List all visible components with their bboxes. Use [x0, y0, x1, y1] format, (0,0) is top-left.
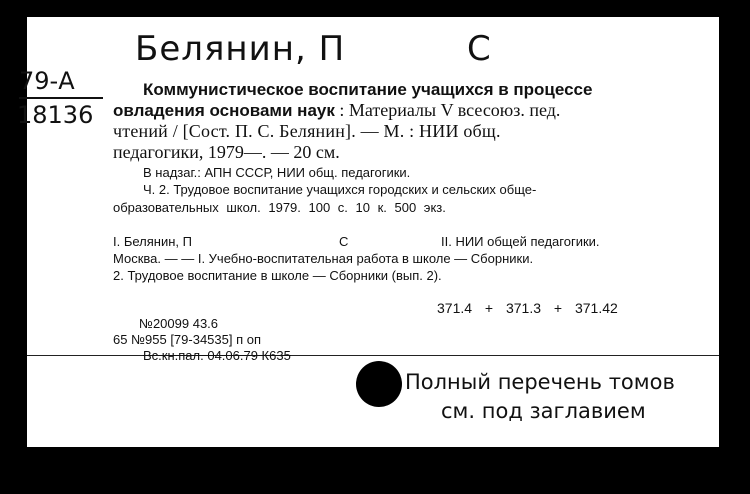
entry-note1: В надзаг.: АПН СССР, НИИ общ. педагогики.: [143, 165, 411, 180]
code-underline: [19, 97, 103, 99]
tracing-2: Москва. — — I. Учебно-воспитательная работа в школе — Сборники.: [113, 251, 534, 266]
footer-line3: Вс.кн.пал. 04.06.79 К635: [143, 348, 291, 363]
entry-line4: педагогики, 1979—. — 20 см.: [113, 142, 340, 162]
punch-hole-dot: [356, 361, 402, 407]
entry-title-line2: [113, 100, 560, 121]
footer-line2: 65 №955 [79-34535] п оп: [113, 332, 262, 347]
entry-line3: чтений / [Сост. П. С. Белянин]. — М. : НИИ общ.: [113, 121, 501, 141]
entry-note2: Ч. 2. Трудовое воспитание учащихся городских и сельских обще-: [143, 182, 537, 197]
tracing-1-mid: С: [339, 234, 349, 249]
handwritten-author: Белянин, П: [135, 29, 346, 69]
entry-title-bold: овладения основами наук: [113, 101, 335, 120]
stamp-line1: Полный перечень томов: [405, 370, 675, 394]
stamp-line2: см. под заглавием: [441, 399, 646, 423]
footer-divider: [27, 355, 719, 356]
entry-title-line1: Коммунистическое воспитание учащихся в процессе: [143, 80, 593, 99]
footer-line1: №20099 43.6: [139, 316, 219, 331]
tracing-1-left: I. Белянин, П: [113, 234, 192, 249]
entry-note3: образовательных школ. 1979. 100 с. 10 к. 500 экз.: [113, 200, 446, 215]
classification: 371.4 + 371.3 + 371.42: [437, 300, 618, 316]
handwritten-code-1: 79-А: [19, 67, 75, 95]
catalog-card: [17, 17, 719, 447]
tracing-3: 2. Трудовое воспитание в школе — Сборники (вып. 2).: [113, 268, 442, 283]
handwritten-code-2: 18136: [17, 101, 94, 129]
handwritten-letter: С: [467, 29, 492, 69]
entry-title-rest: : Материалы V всесоюз. пед.: [334, 100, 561, 120]
tracing-1-right: II. НИИ общей педагогики.: [441, 234, 600, 249]
